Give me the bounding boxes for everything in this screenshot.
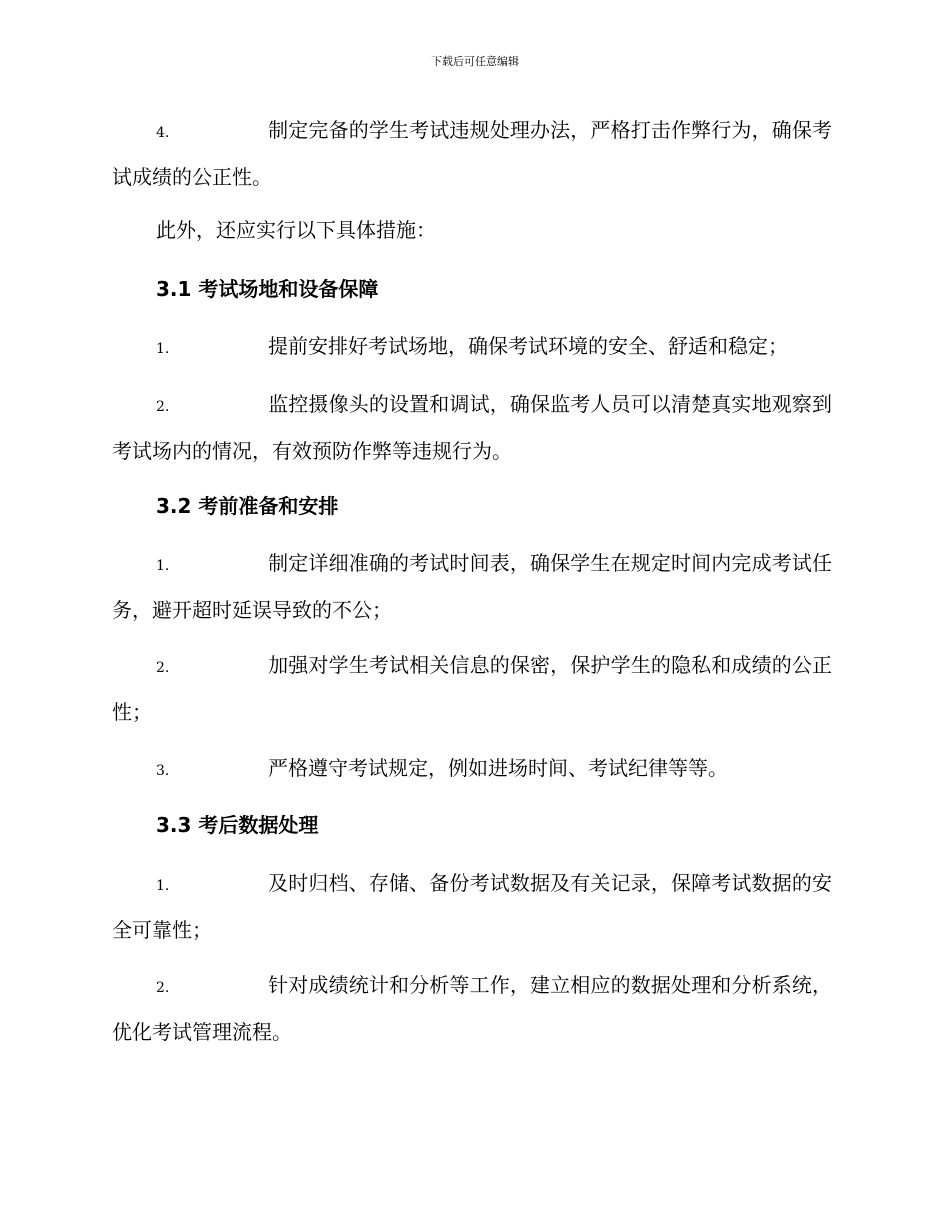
list-item — [112, 861, 832, 952]
list-number: 1. — [156, 341, 170, 357]
list-number: 2. — [156, 399, 170, 415]
section-heading: 3.1 考试场地和设备保障 — [156, 277, 379, 301]
list-number: 4. — [156, 125, 170, 141]
list-item-text: 制定完备的学生考试违规处理办法，严格打击作弊行为，确保考试成绩的公正性。 — [112, 118, 832, 189]
list-item — [112, 963, 832, 1054]
list-item-text: 监控摄像头的设置和调试，确保监考人员可以清楚真实地观察到考试场内的情况，有效预防作弊等违规行为。 — [112, 392, 832, 463]
list-item-text: 加强对学生考试相关信息的保密，保护学生的隐私和成绩的公正性； — [112, 653, 832, 724]
list-item — [112, 324, 832, 371]
list-item — [112, 643, 832, 734]
page-header: 下载后可任意编辑 — [431, 55, 519, 68]
list-item — [112, 746, 832, 793]
list-item — [112, 382, 832, 473]
list-number: 3. — [156, 763, 170, 779]
section-heading: 3.2 考前准备和安排 — [156, 494, 339, 518]
list-item — [112, 541, 832, 632]
list-number: 2. — [156, 980, 170, 996]
list-item-text: 严格遵守考试规定，例如进场时间、考试纪律等等。 — [268, 756, 728, 780]
list-number: 2. — [156, 660, 170, 676]
intro-paragraph: 此外，还应实行以下具体措施： — [156, 218, 436, 242]
list-number: 1. — [156, 878, 170, 894]
list-item-text: 提前安排好考试场地，确保考试环境的安全、舒适和稳定； — [268, 334, 788, 358]
list-number: 1. — [156, 558, 170, 574]
section-heading: 3.3 考后数据处理 — [156, 813, 319, 837]
list-item — [112, 108, 832, 199]
list-item-text: 针对成绩统计和分析等工作，建立相应的数据处理和分析系统，优化考试管理流程。 — [112, 973, 832, 1044]
list-item-text: 及时归档、存储、备份考试数据及有关记录，保障考试数据的安全可靠性； — [112, 871, 832, 942]
list-item-text: 制定详细准确的考试时间表，确保学生在规定时间内完成考试任务，避开超时延误导致的不公； — [112, 551, 832, 622]
